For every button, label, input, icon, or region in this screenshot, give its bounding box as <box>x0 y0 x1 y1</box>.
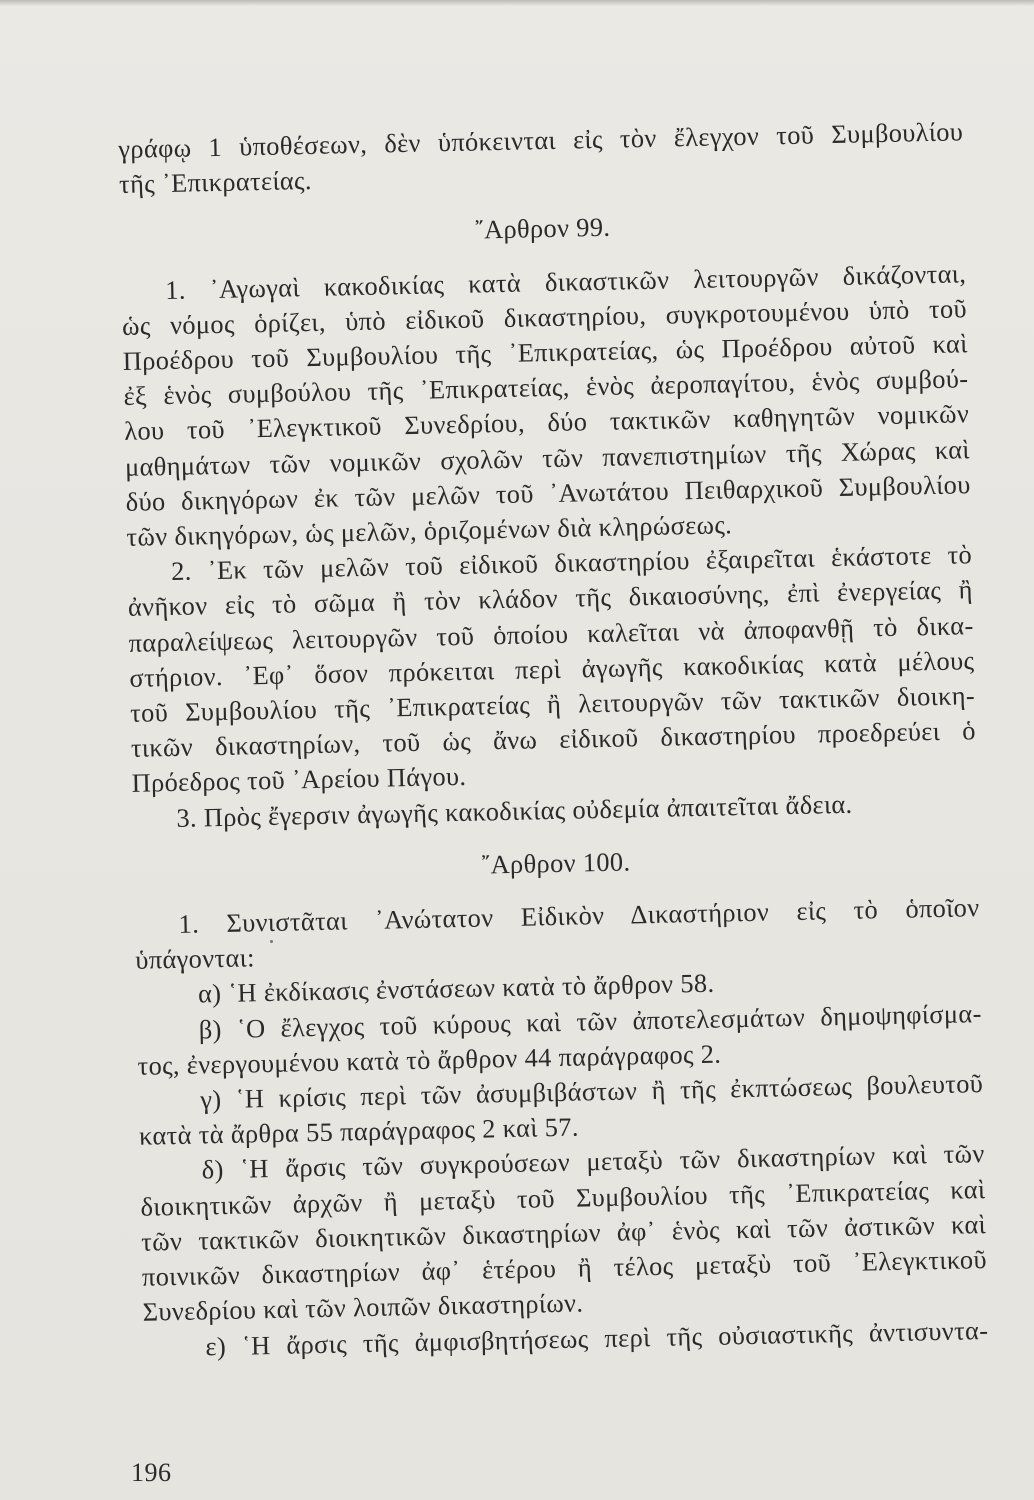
page-top-shadow <box>0 0 1034 6</box>
text-line: ἐξ ἑνὸς συμβούλου τῆς ᾿Επικρατείας, ἑνὸς ἀεροπαγίτου, ἑνὸς συμβού- <box>123 363 969 412</box>
text-line: 1. Συνιστᾶται ᾿Ανώτατον Εἰδικὸν Δικαστήριον εἰς τὸ ὁποῖον <box>178 892 980 939</box>
text-line: 2. ᾿Εκ τῶν μελῶν τοῦ εἰδικοῦ δικαστηρίου ἐξαιρεῖται ἑκάστοτε τὸ <box>170 539 973 587</box>
text-line: μαθημάτων τῶν νομικῶν σχολῶν τῶν πανεπιστημίων τῆς Χώρας καὶ <box>124 433 971 482</box>
text-line: δ) ῾Η ἄρσις τῶν συγκρούσεων μεταξὺ τῶν δικαστηρίων καὶ τῶν <box>201 1138 985 1185</box>
text-line: 1. ᾿Αγωγαὶ κακοδικίας κατὰ δικαστικῶν λειτουργῶν δικάζονται, <box>164 257 967 305</box>
text-line: Πρόεδρος τοῦ ᾿Αρείου Πάγου. <box>131 761 467 799</box>
text-line: γράφῳ 1 ὑποθέσεων, δὲν ὑπόκεινται εἰς τὸν ἔλεγχον τοῦ Συμβουλίου <box>118 116 964 164</box>
text-line: λου τοῦ ᾿Ελεγκτικοῦ Συνεδρίου, δύο τακτικῶν καθηγητῶν νομικῶν <box>123 398 970 447</box>
text-line: τος, ἐνεργουμένου κατὰ τὸ ἄρθρον 44 παράγραφος 2. <box>137 1038 722 1081</box>
article-99-heading: ῎Αρθρον 99. <box>474 212 611 245</box>
text-line: ποινικῶν δικαστηρίων ἀφ᾿ ἑτέρου ἢ τέλος μεταξὺ τοῦ ᾿Ελεγκτικοῦ <box>141 1244 988 1292</box>
text-line: διοικητικῶν ἀρχῶν ἢ μεταξὺ τοῦ Συμβουλίου τῆς ᾿Επικρατείας καὶ <box>140 1173 986 1222</box>
text-line: ε) ῾Η ἄρσις τῆς ἀμφισβητήσεως περὶ τῆς οὐσιαστικῆς ἀντισυντα- <box>205 1314 989 1361</box>
text-line: ἀνῆκον εἰς τὸ σῶμα ἢ τὸν κλάδον τῆς δικαιοσύνης, ἐπὶ ἐνεργείας ἢ <box>127 574 974 623</box>
text-line: Συνεδρίου καὶ τῶν λοιπῶν δικαστηρίων. <box>142 1287 584 1328</box>
print-speck <box>270 940 273 943</box>
article-100-heading: ῎Αρθρον 100. <box>481 846 631 880</box>
text-line: α) ῾Η ἐκδίκασις ἐνστάσεων κατὰ τὸ ἄρθρον 58. <box>197 968 715 1009</box>
text-line: γ) ῾Η κρίσις περὶ τῶν ἀσυμβιβάστων ἢ τῆς ἐκπτώσεως βουλευτοῦ <box>199 1068 984 1115</box>
text-line: παραλείψεως λειτουργῶν τοῦ ὁποίου καλεῖται νὰ ἀποφανθῇ τὸ δικα- <box>128 609 974 658</box>
text-line: τοῦ Συμβουλίου τῆς ᾿Επικρατείας ἢ λειτουργῶν τῶν τακτικῶν διοικη- <box>129 680 976 728</box>
text-line: στήριον. ᾿Εφ᾿ ὅσον πρόκειται περὶ ἀγωγῆς κακοδικίας κατὰ μέλους <box>129 645 975 693</box>
text-line: τῶν τακτικῶν διοικητικῶν δικαστηρίων ἀφ᾿ ἑνὸς καὶ τῶν ἀστικῶν καὶ <box>140 1208 987 1257</box>
text-line: δύο δικηγόρων ἐκ τῶν μελῶν τοῦ ᾿Ανωτάτου Πειθαρχικοῦ Συμβουλίου <box>125 469 971 517</box>
text-line: 3. Πρὸς ἔγερσιν ἀγωγῆς κακοδικίας οὐδεμία ἀπαιτεῖται ἄδεια. <box>176 788 853 833</box>
body-text <box>118 114 989 1365</box>
text-line: β) ῾Ο ἔλεγχος τοῦ κύρους καὶ τῶν ἀποτελεσμάτων δημοψηφίσμα- <box>198 997 982 1045</box>
page-number: 196 <box>131 1458 172 1487</box>
text-line: τῆς ᾿Επικρατείας. <box>118 165 313 200</box>
text-line: ὑπάγονται: <box>135 942 256 976</box>
text-line: τῶν δικηγόρων, ὡς μελῶν, ὁριζομένων διὰ κληρώσεως. <box>126 509 733 552</box>
text-line: κατὰ τὰ ἄρθρα 55 παράγραφος 2 καὶ 57. <box>138 1111 580 1152</box>
text-line: Προέδρου τοῦ Συμβουλίου τῆς ᾿Επικρατείας, ὡς Προέδρου αὐτοῦ καὶ <box>122 328 968 376</box>
text-line: ὡς νόμος ὁρίζει, ὑπὸ εἰδικοῦ δικαστηρίου, συγκροτουμένου ὑπὸ τοῦ <box>121 293 968 341</box>
text-line: τικῶν δικαστηρίων, τοῦ ὡς ἄνω εἰδικοῦ δικαστηρίου προεδρεύει ὁ <box>130 715 977 764</box>
